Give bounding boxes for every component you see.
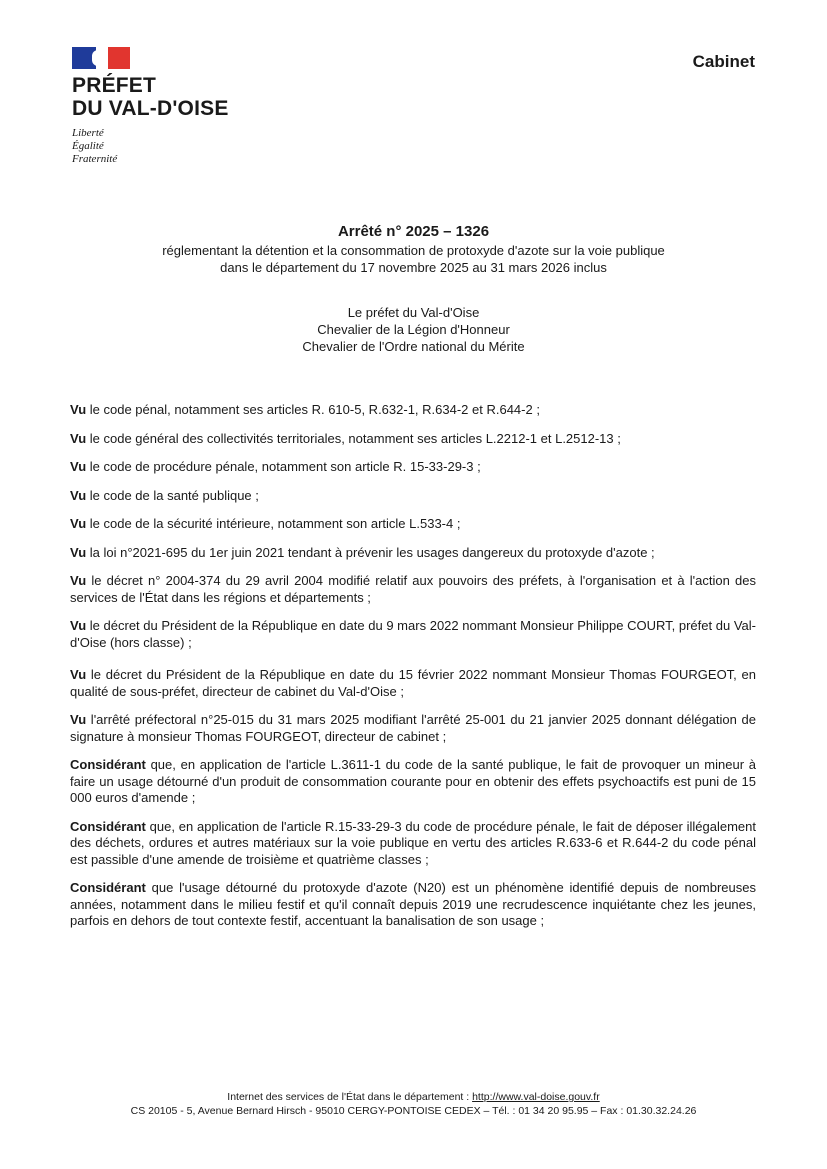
- clause-text: le code général des collectivités territoriales, notamment ses articles L.2212-1 et L.2512-13 ;: [86, 430, 621, 446]
- footer-address: CS 20105 - 5, Avenue Bernard Hirsch - 95010 CERGY-PONTOISE CEDEX – Tél. : 01 34 20 95.95 – Fax : 01.30.32.24.26: [130, 1105, 697, 1117]
- page-footer: [0, 1090, 827, 1118]
- clause-lead: Vu: [70, 667, 87, 682]
- clause-lead: Vu: [70, 573, 87, 588]
- flag-red-band: [108, 47, 130, 69]
- clause-text: que l'usage détourné du protoxyde d'azote (N20) est un phénomène identifié depuis de nombreuses années, notamment dans le milieu festif et qu'il connaît depuis 2019 une recrudescence inquiétante chez les jeunes, parfois en dehors de tout contexte festif, accentuant la banalisation de son usage ;: [70, 880, 756, 928]
- marianne-profile-icon: [96, 47, 108, 69]
- republic-motto: [72, 127, 117, 166]
- clause-text: que, en application de l'article L.3611-1 du code de la santé publique, le fait de provoquer un mineur à faire un usage détourné d'un produit de consommation courante pour en obtenir des effets psychoactifs est puni de 15 000 euros d'amende ;: [70, 757, 756, 805]
- vu-clause: [70, 667, 756, 700]
- vu-clause: [70, 488, 756, 505]
- clause-lead: Vu: [70, 618, 87, 633]
- authority-line3: Chevalier de l'Ordre national du Mérite: [302, 339, 525, 354]
- clause-lead: Vu: [70, 430, 87, 446]
- service-label: Cabinet: [692, 52, 755, 71]
- vu-clause: [70, 545, 756, 562]
- clause-lead: Vu: [70, 487, 87, 503]
- decree-title-block: [0, 222, 827, 276]
- motto-egalite: Égalité: [72, 140, 104, 152]
- prefecture-line1: PRÉFET: [72, 74, 157, 97]
- vu-clause: [70, 712, 756, 745]
- considerant-clause: [70, 819, 756, 869]
- clause-text: le code de la santé publique ;: [86, 487, 259, 503]
- clause-lead: Considérant: [70, 757, 146, 772]
- decree-number: Arrêté n° 2025 – 1326: [337, 223, 490, 240]
- footer-internet-label: Internet des services de l'État dans le département :: [227, 1091, 473, 1103]
- vu-clause: [70, 618, 756, 651]
- clause-text: que, en application de l'article R.15-33-29-3 du code de procédure pénale, le fait de déposer illégalement des déchets, ordures et autres matériaux sur la voie publique en vertu des articles R.633-6 et R.644-2 du code pénal est passible d'une amende de troisième et quatrième classes ;: [70, 818, 756, 867]
- republique-francaise-flag-logo: [72, 47, 130, 69]
- clause-lead: Considérant: [70, 818, 146, 834]
- clause-text: l'arrêté préfectoral n°25-015 du 31 mars 2025 modifiant l'arrêté 25-001 du 21 janvier 2025 donnant délégation de signature à monsieur Thomas FOURGEOT, directeur de cabinet ;: [70, 712, 756, 744]
- vu-clause: [70, 516, 756, 533]
- considerant-clause: [70, 757, 756, 807]
- vu-clause: [70, 573, 756, 606]
- clause-lead: Considérant: [70, 880, 146, 895]
- clause-text: le code pénal, notamment ses articles R. 610-5, R.632-1, R.634-2 et R.644-2 ;: [86, 402, 540, 417]
- prefecture-line2: DU VAL-D'OISE: [72, 97, 229, 120]
- vu-clause: [70, 459, 756, 476]
- clause-text: le décret du Président de la République en date du 15 février 2022 nommant Monsieur Thomas FOURGEOT, en qualité de sous-préfet, directeur de cabinet du Val-d'Oise ;: [70, 667, 756, 699]
- footer-line1: [0, 1090, 827, 1104]
- clause-lead: Vu: [70, 712, 87, 727]
- considerant-clause: [70, 880, 756, 930]
- clause-text: le décret n° 2004-374 du 29 avril 2004 modifié relatif aux pouvoirs des préfets, à l'organisation et à l'action des services de l'État dans les régions et départements ;: [70, 573, 756, 605]
- clause-text: le code de la sécurité intérieure, notamment son article L.533-4 ;: [86, 516, 461, 531]
- vu-clause: [70, 431, 756, 448]
- clause-text: le code de procédure pénale, notamment son article R. 15-33-29-3 ;: [86, 459, 481, 474]
- decree-body: [70, 402, 756, 930]
- clause-lead: Vu: [70, 516, 87, 531]
- clause-lead: Vu: [70, 459, 87, 474]
- motto-liberte: Liberté: [72, 127, 104, 139]
- clause-lead: Vu: [70, 544, 87, 560]
- issuing-authority: [0, 304, 827, 355]
- website-link[interactable]: http://www.val-doise.gouv.fr: [472, 1091, 600, 1103]
- vu-clause: [70, 402, 756, 419]
- decree-subtitle-line2: dans le département du 17 novembre 2025 au 31 mars 2026 inclus: [220, 260, 607, 275]
- clause-lead: Vu: [70, 402, 87, 417]
- authority-line1: Le préfet du Val-d'Oise: [347, 305, 480, 320]
- motto-fraternite: Fraternité: [72, 153, 118, 165]
- clause-text: la loi n°2021-695 du 1er juin 2021 tendant à prévenir les usages dangereux du protoxyde d'azote ;: [86, 544, 655, 560]
- clause-text: le décret du Président de la République en date du 9 mars 2022 nommant Monsieur Philippe COURT, préfet du Val-d'Oise (hors classe) ;: [70, 618, 756, 650]
- authority-line2: Chevalier de la Légion d'Honneur: [317, 322, 510, 337]
- decree-subtitle-line1: réglementant la détention et la consommation de protoxyde d'azote sur la voie publique: [162, 243, 665, 258]
- prefecture-name: [72, 74, 229, 120]
